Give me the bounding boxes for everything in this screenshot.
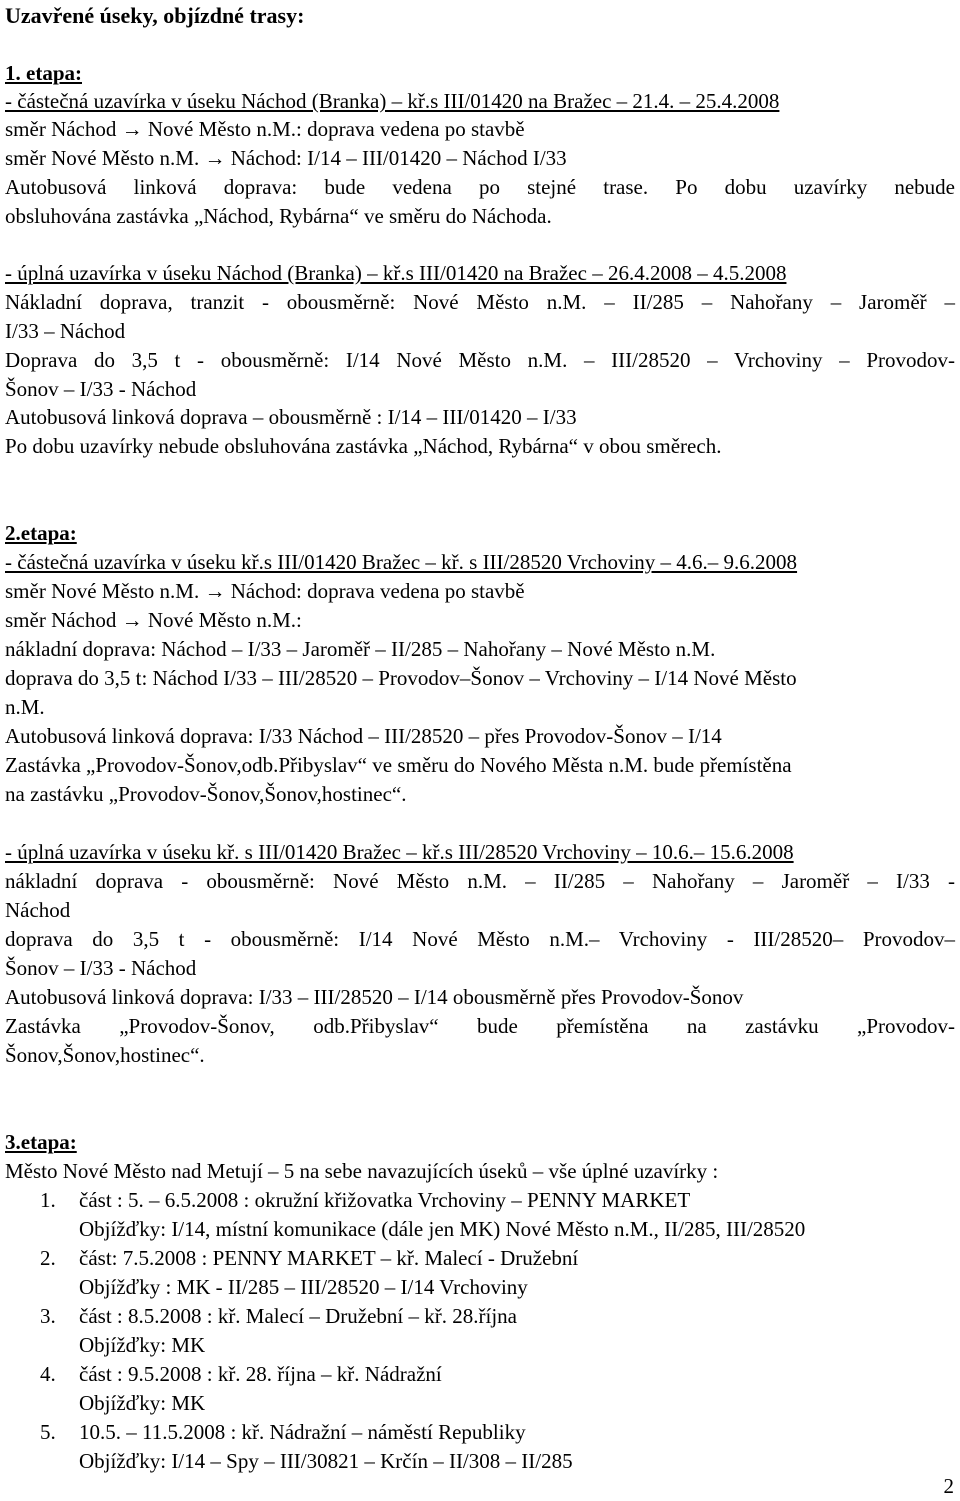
list-item-detour: Objížďky: MK xyxy=(79,1391,206,1415)
stage1-full-line: Nákladní doprava, tranzit - obousměrně: Nové Město n.M. – II/285 – Nahořany – Jaroměř – xyxy=(5,290,955,314)
stage1-partial-line: Autobusová linková doprava: bude vedena po stejné trase. Po dobu uzavírky nebude xyxy=(5,175,955,199)
stage2-heading: 2.etapa: xyxy=(5,521,77,545)
stage2-full-line: nákladní doprava - obousměrně: Nové Město n.M. – II/285 – Nahořany – Jaroměř – I/33 - xyxy=(5,869,955,893)
list-item-number: 2. xyxy=(40,1246,56,1270)
stage2-partial-line: Autobusová linková doprava: I/33 Náchod – III/28520 – přes Provodov-Šonov – I/14 xyxy=(5,724,722,748)
stage2-full-line: Šonov,Šonov,hostinec“. xyxy=(5,1043,205,1067)
stage2-partial-line: směr Nové Město n.M. → Náchod: doprava vedena po stavbě xyxy=(5,579,525,603)
stage2-partial-line: na zastávku „Provodov-Šonov,Šonov,hostinec“. xyxy=(5,782,407,806)
stage1-full-line: Doprava do 3,5 t - obousměrně: I/14 Nové Město n.M. – III/28520 – Vrchoviny – Provodov- xyxy=(5,348,955,372)
stage1-partial-line: směr Nové Město n.M. → Náchod: I/14 – III/01420 – Náchod I/33 xyxy=(5,146,567,170)
stage2-full-line: Zastávka „Provodov-Šonov, odb.Přibyslav“ bude přemístěna na zastávku „Provodov- xyxy=(5,1014,955,1038)
list-item-text: 10.5. – 11.5.2008 : kř. Nádražní – náměstí Republiky xyxy=(79,1420,526,1444)
stage2-full-line: Autobusová linková doprava: I/33 – III/28520 – I/14 obousměrně přes Provodov-Šonov xyxy=(5,985,744,1009)
stage3-heading: 3.etapa: xyxy=(5,1130,77,1154)
stage2-partial-line: doprava do 3,5 t: Náchod I/33 – III/28520 – Provodov–Šonov – Vrchoviny – I/14 Nové Město xyxy=(5,666,797,690)
stage1-partial-line: obsluhována zastávka „Náchod, Rybárna“ ve směru do Náchoda. xyxy=(5,204,552,228)
stage2-partial-title: - částečná uzavírka v úseku kř.s III/01420 Bražec – kř. s III/28520 Vrchoviny – 4.6.– 9.6.2008 xyxy=(5,550,798,574)
stage2-partial-line: Zastávka „Provodov-Šonov,odb.Přibyslav“ ve směru do Nového Města n.M. bude přemístěna xyxy=(5,753,792,777)
list-item-number: 3. xyxy=(40,1304,56,1328)
list-item-text: část: 7.5.2008 : PENNY MARKET – kř. Malecí - Družební xyxy=(79,1246,579,1270)
list-item-text: část : 5. – 6.5.2008 : okružní křižovatka Vrchoviny – PENNY MARKET xyxy=(79,1188,691,1212)
stage3-intro: Město Nové Město nad Metují – 5 na sebe navazujících úseků – vše úplné uzavírky : xyxy=(5,1159,719,1183)
stage2-full-title: - úplná uzavírka v úseku kř. s III/01420 Bražec – kř.s III/28520 Vrchoviny – 10.6.– 15.6.2008 xyxy=(5,840,794,864)
stage2-partial-line: n.M. xyxy=(5,695,45,719)
list-item-detour: Objížďky: I/14 – Spy – III/30821 – Krčín – II/308 – II/285 xyxy=(79,1449,573,1473)
stage1-partial-title: - částečná uzavírka v úseku Náchod (Branka) – kř.s III/01420 na Bražec – 21.4. – 25.4.2008 xyxy=(5,89,780,113)
stage1-full-title: - úplná uzavírka v úseku Náchod (Branka) – kř.s III/01420 na Bražec – 26.4.2008 – 4.5.2008 xyxy=(5,261,787,285)
stage1-full-line: I/33 – Náchod xyxy=(5,319,126,343)
list-item-number: 5. xyxy=(40,1420,56,1444)
stage1-full-line: Po dobu uzavírky nebude obsluhována zastávka „Náchod, Rybárna“ v obou směrech. xyxy=(5,434,722,458)
stage2-full-line: Náchod xyxy=(5,898,71,922)
list-item-text: část : 8.5.2008 : kř. Malecí – Družební – kř. 28.října xyxy=(79,1304,517,1328)
stage1-partial-line: směr Náchod → Nové Město n.M.: doprava vedena po stavbě xyxy=(5,117,525,141)
stage2-partial-line: směr Náchod → Nové Město n.M.: xyxy=(5,608,302,632)
stage2-full-line: Šonov – I/33 - Náchod xyxy=(5,956,197,980)
list-item-detour: Objížďky: I/14, místní komunikace (dále jen MK) Nové Město n.M., II/285, III/28520 xyxy=(79,1217,806,1241)
stage2-full-line: doprava do 3,5 t - obousměrně: I/14 Nové Město n.M.– Vrchoviny - III/28520– Provodov– xyxy=(5,927,955,951)
stage1-full-line: Autobusová linková doprava – obousměrně : I/14 – III/01420 – I/33 xyxy=(5,405,577,429)
list-item-number: 1. xyxy=(40,1188,56,1212)
stage1-heading: 1. etapa: xyxy=(5,61,82,85)
list-item-detour: Objížďky: MK xyxy=(79,1333,206,1357)
list-item-number: 4. xyxy=(40,1362,56,1386)
list-item-detour: Objížďky : MK - II/285 – III/28520 – I/14 Vrchoviny xyxy=(79,1275,528,1299)
page-number: 2 xyxy=(943,1474,954,1498)
page-title: Uzavřené úseky, objízdné trasy: xyxy=(5,3,305,28)
stage2-partial-line: nákladní doprava: Náchod – I/33 – Jaroměř – II/285 – Nahořany – Nové Město n.M. xyxy=(5,637,716,661)
list-item-text: část : 9.5.2008 : kř. 28. října – kř. Nádražní xyxy=(79,1362,442,1386)
stage1-full-line: Šonov – I/33 - Náchod xyxy=(5,377,197,401)
